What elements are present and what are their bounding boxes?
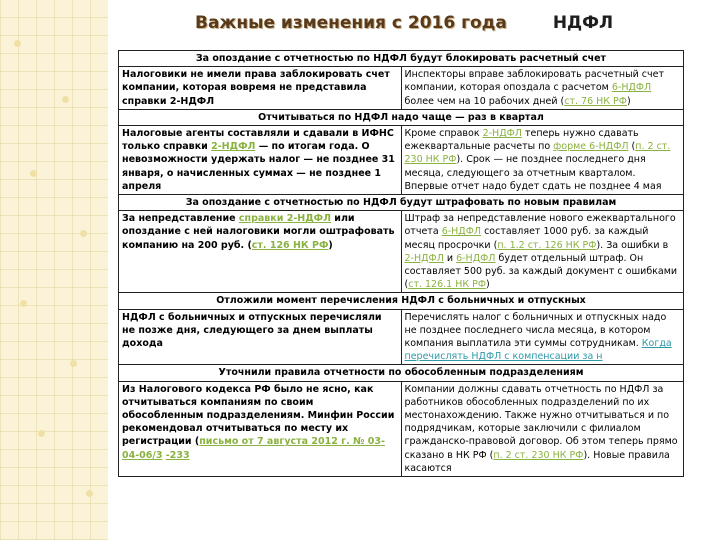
section-header: Отчитываться по НДФЛ надо чаще — раз в квартал — [119, 109, 684, 125]
link[interactable]: ст. 126.1 НК РФ — [408, 279, 487, 291]
new-rule-cell — [401, 126, 684, 195]
link[interactable]: -233 — [165, 449, 190, 461]
link[interactable]: 2-НДФЛ — [482, 128, 522, 140]
link[interactable]: ст. 126 НК РФ — [251, 239, 329, 251]
section-header: За опоздание с отчетностью по НДФЛ будут штрафовать по новым правилам — [119, 195, 684, 211]
link[interactable]: 6-НДФЛ — [456, 252, 496, 264]
text: Инспекторы вправе заблокировать расчетный счет компании, которая опоздала с расчетом — [404, 69, 664, 94]
table-row — [119, 211, 684, 293]
text: и — [443, 252, 457, 264]
link[interactable]: п. 2 ст. 230 НК РФ — [493, 449, 584, 461]
section-header: За опоздание с отчетностью по НДФЛ будут блокировать расчетный счет — [119, 51, 684, 67]
text: ( — [628, 141, 636, 153]
table-row — [119, 126, 684, 195]
title-main: Важные изменения с 2016 года — [195, 13, 507, 33]
table-row — [119, 381, 684, 476]
link[interactable]: ст. 76 НК РФ — [564, 95, 627, 107]
text: или опоздание с ней налоговики могли оштрафовать компанию на 200 руб. ( — [122, 213, 395, 251]
text: ). Срок — не позднее последнего дня месяца, следующего за отчетным кварталом. Впервые отчет надо будет сдать не позднее 4 мая — [404, 154, 662, 192]
text: ) — [626, 95, 631, 107]
new-rule-cell — [401, 309, 684, 365]
link[interactable]: Когда перечислять НДФЛ с компенсации за н — [404, 338, 672, 363]
text: ). Новые правила касаются — [404, 449, 670, 474]
link[interactable]: п. 2 ст. 230 НК РФ — [404, 141, 671, 166]
text: Налоговые агенты составляли и сдавали в ИФНС только справки — [122, 128, 394, 153]
link[interactable]: п. 1.2 ст. 126 НК РФ — [497, 239, 597, 251]
section-header-row — [119, 51, 684, 67]
old-rule-cell — [119, 381, 402, 476]
link[interactable]: 6-НДФЛ — [611, 82, 652, 94]
text: Штраф за непредставление нового ежеквартального отчета — [404, 213, 676, 238]
section-header-row — [119, 195, 684, 211]
section-header: Отложили момент перечисления НДФЛ с больничных и отпускных — [119, 293, 684, 309]
section-header-row — [119, 365, 684, 381]
old-rule-cell — [119, 211, 402, 293]
text: Компании должны сдавать отчетность по НДФЛ за работников обособленных подразделений по их местонахождению. Также нужно отчитываться и по подрядчикам, которые заключили с филиалом гражданско-правовой договор. Об этом теперь прямо сказано в НК РФ ( — [404, 383, 678, 461]
link[interactable]: 2-НДФЛ — [211, 141, 256, 153]
old-rule-cell — [119, 126, 402, 195]
new-rule-cell — [401, 67, 684, 110]
new-rule-cell — [401, 211, 684, 293]
table-row — [119, 67, 684, 110]
text: будет отдельный штраф. Он составляет 500 руб. за каждый документ с ошибками ( — [404, 252, 678, 291]
text: ) — [328, 239, 333, 251]
text: Перечислять налог с больничных и отпускных надо не позднее последнего числа месяца, в котором компания выплатила эти суммы сотрудникам. — [404, 311, 667, 350]
link[interactable]: справки 2-НДФЛ — [238, 213, 331, 225]
page-title — [195, 13, 613, 33]
text: ). За ошибки в — [596, 239, 669, 251]
text: составляет 1000 руб. за каждый месяц просрочки ( — [404, 226, 649, 251]
section-header-row — [119, 109, 684, 125]
text: ) — [486, 279, 490, 291]
text: За непредставление — [122, 213, 239, 225]
text: Кроме справок — [404, 128, 483, 140]
new-rule-cell — [401, 381, 684, 476]
link[interactable]: 2-НДФЛ — [404, 252, 444, 264]
decorative-side-panel — [0, 0, 108, 540]
section-header-row — [119, 293, 684, 309]
old-rule-cell: НДФЛ с больничных и отпускных перечисляли не позже дня, следующего за днем выплаты дохода — [119, 309, 402, 365]
link[interactable]: 6-НДФЛ — [441, 226, 482, 238]
title-tag: НДФЛ — [552, 13, 614, 33]
text: Из Налогового кодекса РФ было не ясно, как отчитываться компаниям по своим обособленным подразделениям. Минфин России рекомендовал отчитываться по месту их регистрации ( — [122, 383, 395, 448]
link[interactable]: письмо от 7 августа 2012 г. № 03-04-06/3 — [122, 436, 385, 461]
text: — по итогам года. О невозможности удержать налог — не позднее 31 января, о начисленных суммах — не позднее 1 апреля — [122, 141, 395, 192]
table-row — [119, 309, 684, 365]
text: теперь нужно сдавать ежеквартальные расчеты по — [404, 128, 639, 153]
section-header: Уточнили правила отчетности по обособленным подразделениям — [119, 365, 684, 381]
old-rule-cell: Налоговики не имели права заблокировать счет компании, которая вовремя не представила справки 2-НДФЛ — [119, 67, 402, 110]
text: более чем на 10 рабочих дней ( — [404, 95, 565, 107]
link[interactable]: форме 6-НДФЛ — [553, 141, 629, 153]
changes-table — [118, 50, 684, 477]
